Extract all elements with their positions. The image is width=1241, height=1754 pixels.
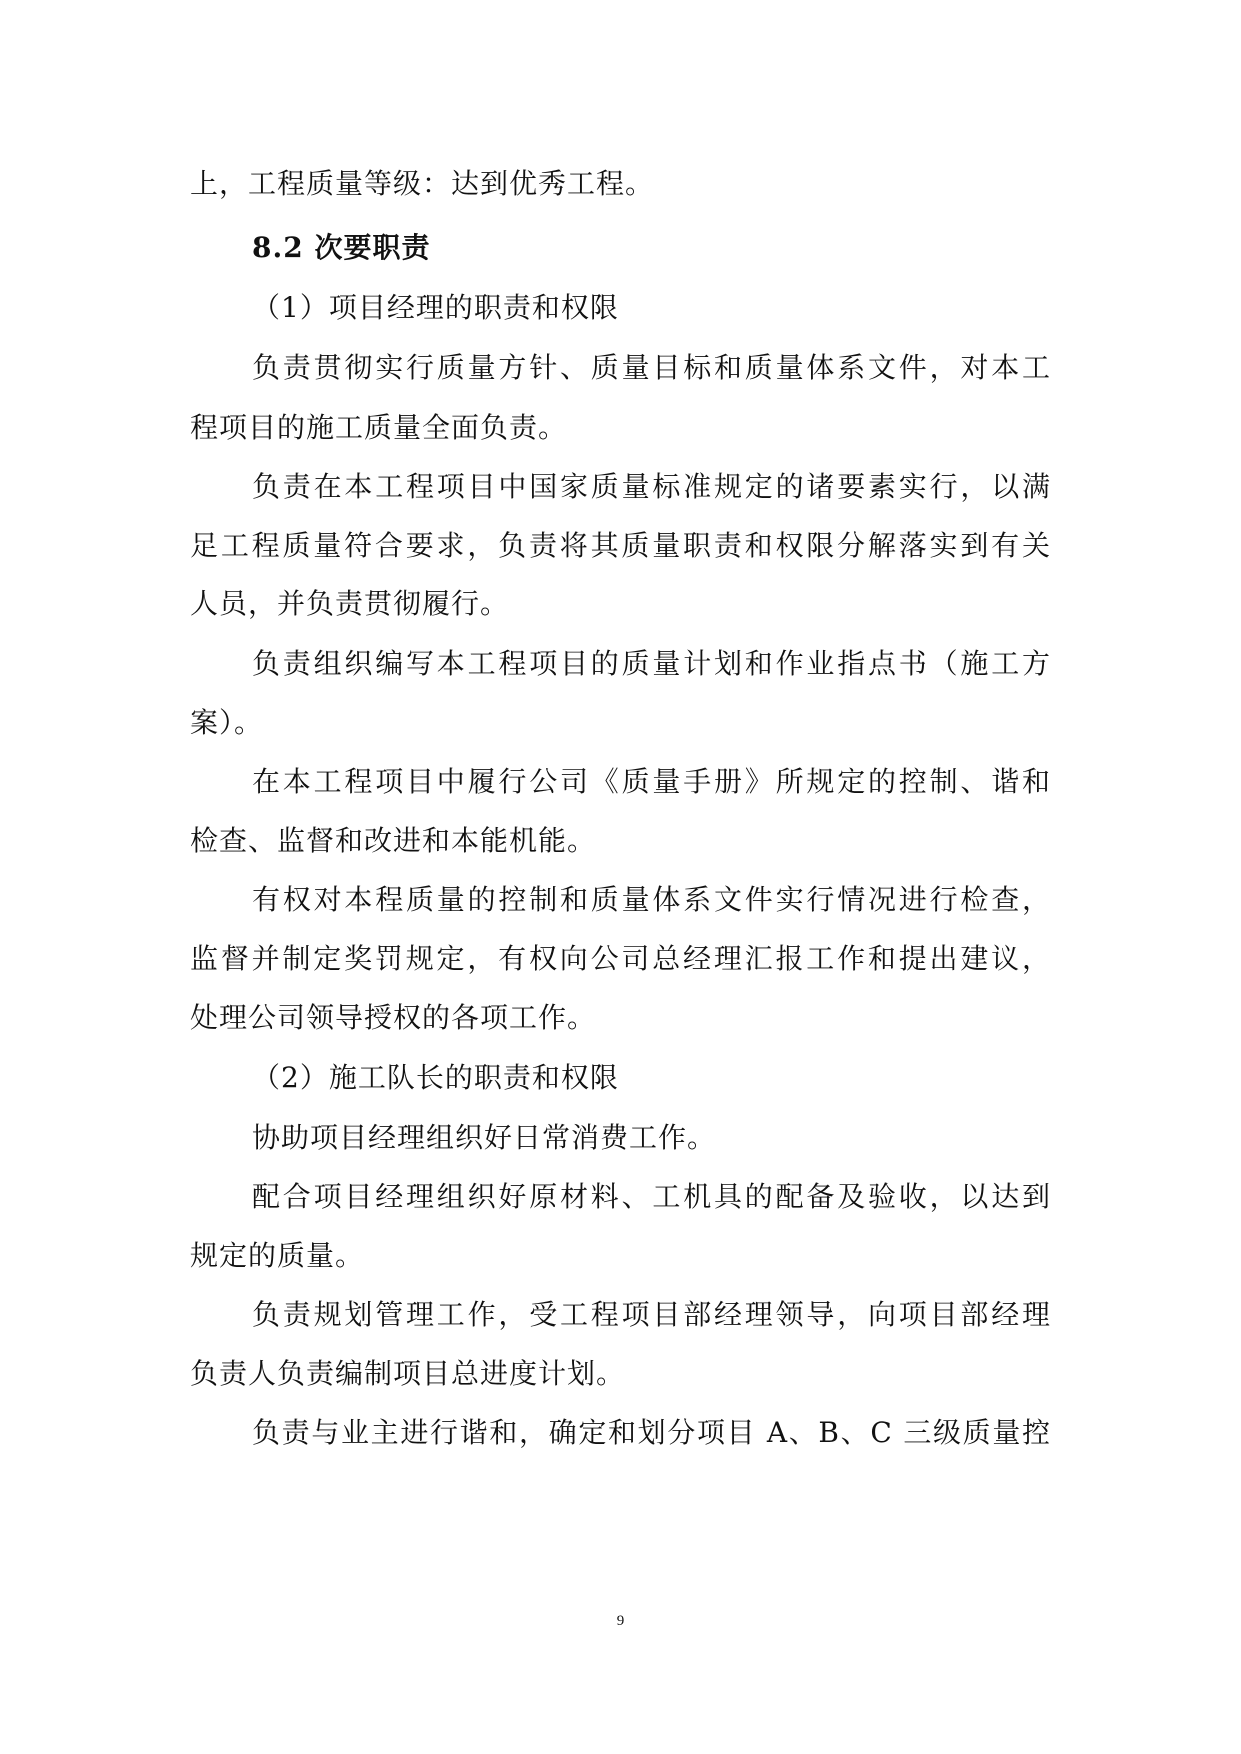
paragraph-line: 规定的质量。 xyxy=(190,1239,365,1272)
sub-heading-construction-captain: （2）施工队长的职责和权限 xyxy=(252,1061,619,1094)
paragraph-line: 人员，并负责贯彻履行。 xyxy=(190,587,510,620)
paragraph-line: 负责与业主进行谐和，确定和划分项目 A、B、C 三级质量控 xyxy=(252,1416,1051,1449)
sub-heading-project-manager: （1）项目经理的职责和权限 xyxy=(252,291,619,324)
text-line-continuation: 上，工程质量等级：达到优秀工程。 xyxy=(190,167,655,200)
paragraph-line: 负责规划管理工作，受工程项目部经理领导，向项目部经理 xyxy=(252,1298,1051,1331)
page-number: 9 xyxy=(616,1613,625,1629)
paragraph-line: 检查、监督和改进和本能机能。 xyxy=(190,824,597,857)
paragraph-line: 协助项目经理组织好日常消费工作。 xyxy=(252,1121,717,1154)
paragraph-line: 在本工程项目中履行公司《质量手册》所规定的控制、谐和 xyxy=(252,765,1051,798)
paragraph-line: 有权对本程质量的控制和质量体系文件实行情况进行检查， xyxy=(252,883,1051,916)
section-heading: 8.2 次要职责 xyxy=(252,231,431,264)
paragraph-line: 案）。 xyxy=(190,706,264,739)
paragraph-line: 负责组织编写本工程项目的质量计划和作业指点书（施工方 xyxy=(252,647,1051,680)
paragraph-line: 配合项目经理组织好原材料、工机具的配备及验收，以达到 xyxy=(252,1180,1051,1213)
paragraph-line: 足工程质量符合要求，负责将其质量职责和权限分解落实到有关 xyxy=(190,529,1051,562)
paragraph-line: 监督并制定奖罚规定，有权向公司总经理汇报工作和提出建议， xyxy=(190,942,1051,975)
paragraph-line: 程项目的施工质量全面负责。 xyxy=(190,411,568,444)
paragraph-line: 负责在本工程项目中国家质量标准规定的诸要素实行，以满 xyxy=(252,470,1051,503)
paragraph-line: 负责人负责编制项目总进度计划。 xyxy=(190,1357,626,1390)
paragraph-line: 负责贯彻实行质量方针、质量目标和质量体系文件，对本工 xyxy=(252,351,1051,384)
paragraph-line: 处理公司领导授权的各项工作。 xyxy=(190,1001,597,1034)
